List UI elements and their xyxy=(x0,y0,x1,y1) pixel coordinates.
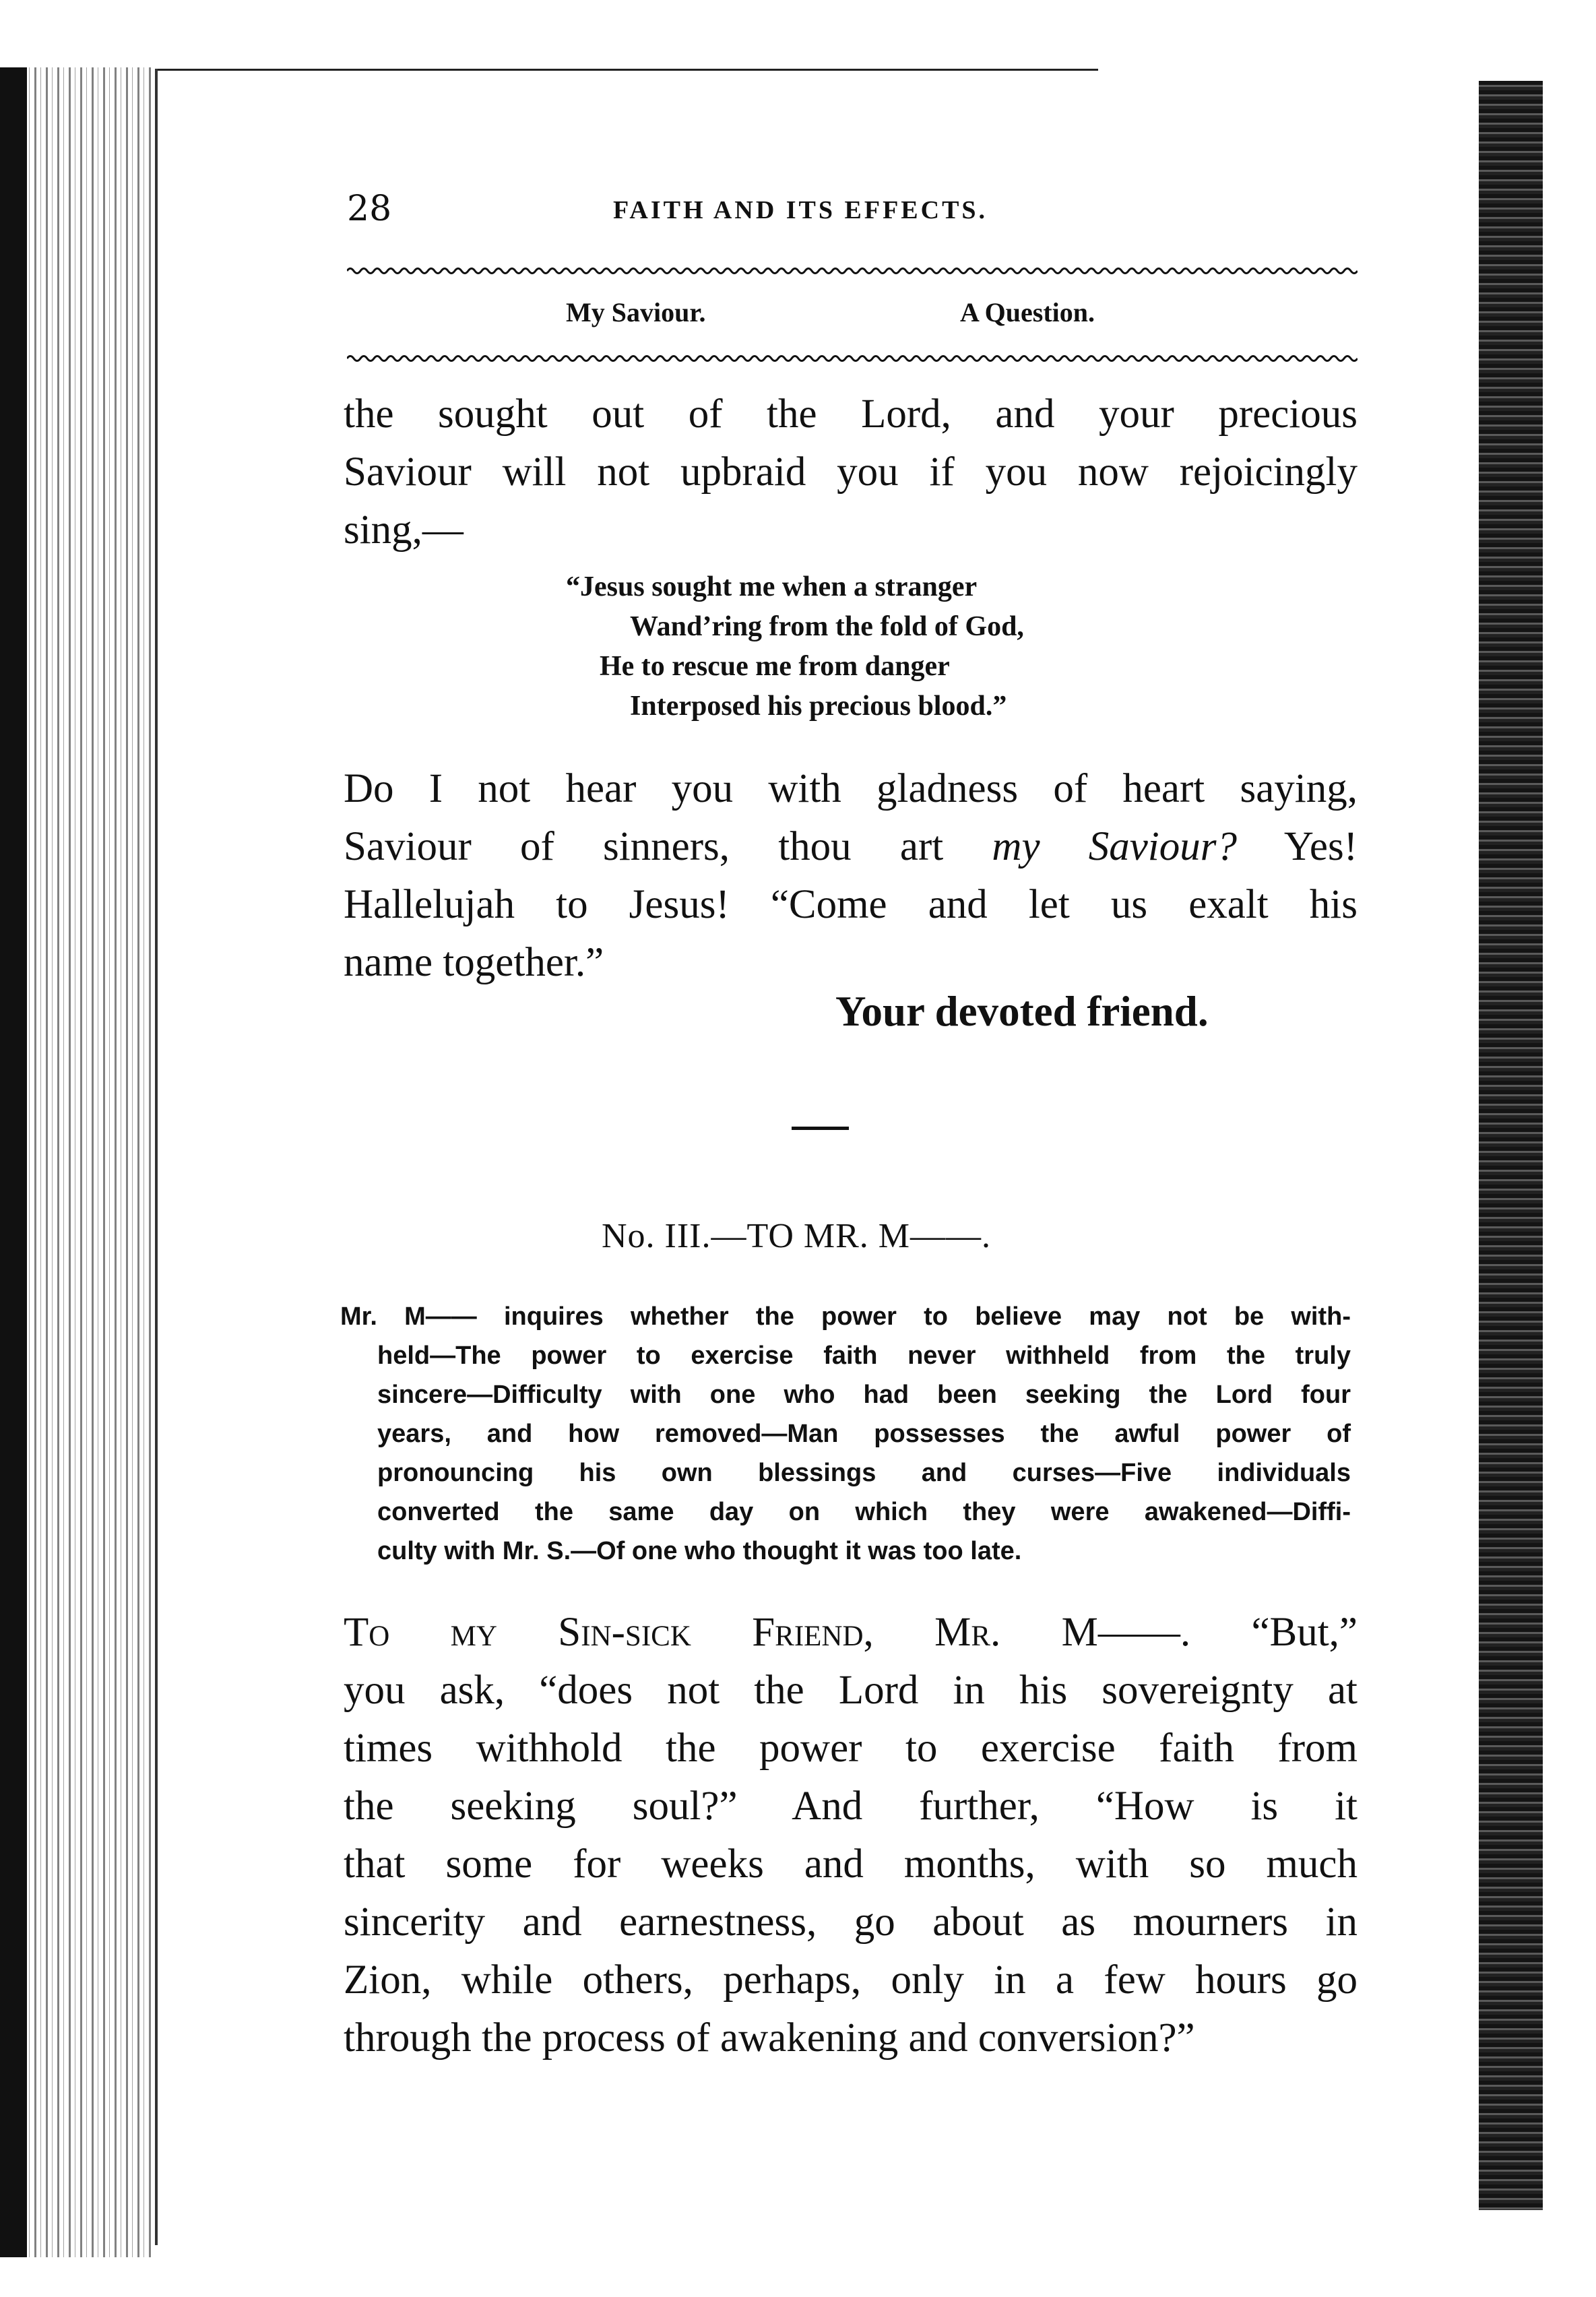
text-line: sincerity and earnestness, go about as mourners in xyxy=(344,1899,1358,1945)
synopsis-line: years, and how removed—Man possesses the awful power of xyxy=(377,1420,1351,1448)
emphasis-my-saviour: my Saviour? xyxy=(992,824,1237,869)
text-segment: “But,” xyxy=(1251,1610,1358,1655)
text-line xyxy=(344,1604,1358,1662)
text-line: that some for weeks and months, with so much xyxy=(344,1842,1358,1887)
paragraph-question xyxy=(344,760,1358,992)
text-line-with-emphasis xyxy=(344,818,1358,876)
signoff: Your devoted friend. xyxy=(835,988,1209,1035)
text-line: name together.” xyxy=(344,940,604,985)
text-segment: Saviour of sinners, thou art xyxy=(344,824,992,869)
hymn-line: “Jesus sought me when a stranger xyxy=(566,571,978,602)
frame-left-rule xyxy=(155,69,158,2245)
text-segment: Yes! xyxy=(1237,824,1358,869)
frame-top-rule xyxy=(155,69,1098,71)
text-line: you ask, “does not the Lord in his sovereignty at xyxy=(344,1668,1358,1713)
salutation: To my Sin-sick Friend, Mr. M——. xyxy=(344,1610,1191,1655)
subheading-a-question: A Question. xyxy=(960,297,1095,327)
running-title: FAITH AND ITS EFFECTS. xyxy=(613,196,988,224)
paragraph-continuation xyxy=(344,385,1358,559)
text-line: sing,— xyxy=(344,507,464,553)
hymn-line: Interposed his precious blood.” xyxy=(630,691,1007,722)
section-divider xyxy=(792,1127,849,1130)
text-line: times withhold the power to exercise faith from xyxy=(344,1726,1358,1771)
text-line: Saviour will not upbraid you if you now rejoicingly xyxy=(344,449,1358,495)
hymn-quotation xyxy=(566,567,1024,726)
wavy-rule-bottom xyxy=(347,352,1358,365)
synopsis-line: Mr. M—— inquires whether the power to believe may not be with- xyxy=(340,1302,1351,1331)
synopsis-line: culty with Mr. S.—Of one who thought it was too late. xyxy=(377,1537,1022,1565)
text-line: Zion, while others, perhaps, only in a few hours go xyxy=(344,1957,1358,2003)
hymn-line: Wand’ring from the fold of God, xyxy=(630,611,1024,642)
text-line: Hallelujah to Jesus! “Come and let us exalt his xyxy=(344,882,1358,927)
paragraph-letter-body xyxy=(344,1604,1358,2067)
synopsis-line: sincere—Difficulty with one who had been seeking the Lord four xyxy=(377,1381,1351,1409)
letter-synopsis xyxy=(340,1297,1351,1571)
subheadings xyxy=(347,296,1358,337)
binding-shadow xyxy=(0,67,27,2257)
wavy-rule-top xyxy=(347,264,1358,278)
subheading-my-saviour: My Saviour. xyxy=(566,297,706,327)
page-number: 28 xyxy=(347,189,392,229)
text-line: through the process of awakening and conversion?” xyxy=(344,2015,1195,2060)
synopsis-line: converted the same day on which they were awakened—Diffi- xyxy=(377,1498,1351,1526)
text-line: the sought out of the Lord, and your precious xyxy=(344,391,1358,437)
letter-heading: No. III.—TO MR. M——. xyxy=(602,1217,992,1255)
text-line: Do I not hear you with gladness of heart saying, xyxy=(344,766,1358,811)
text-line: the seeking soul?” And further, “How is it xyxy=(344,1784,1358,1829)
running-head xyxy=(347,189,1364,236)
page-edge-shadow xyxy=(1479,81,1543,2210)
hymn-line: He to rescue me from danger xyxy=(600,651,950,682)
synopsis-line: held—The power to exercise faith never withheld from the truly xyxy=(377,1342,1351,1370)
synopsis-line: pronouncing his own blessings and curses—Five individuals xyxy=(377,1459,1351,1487)
